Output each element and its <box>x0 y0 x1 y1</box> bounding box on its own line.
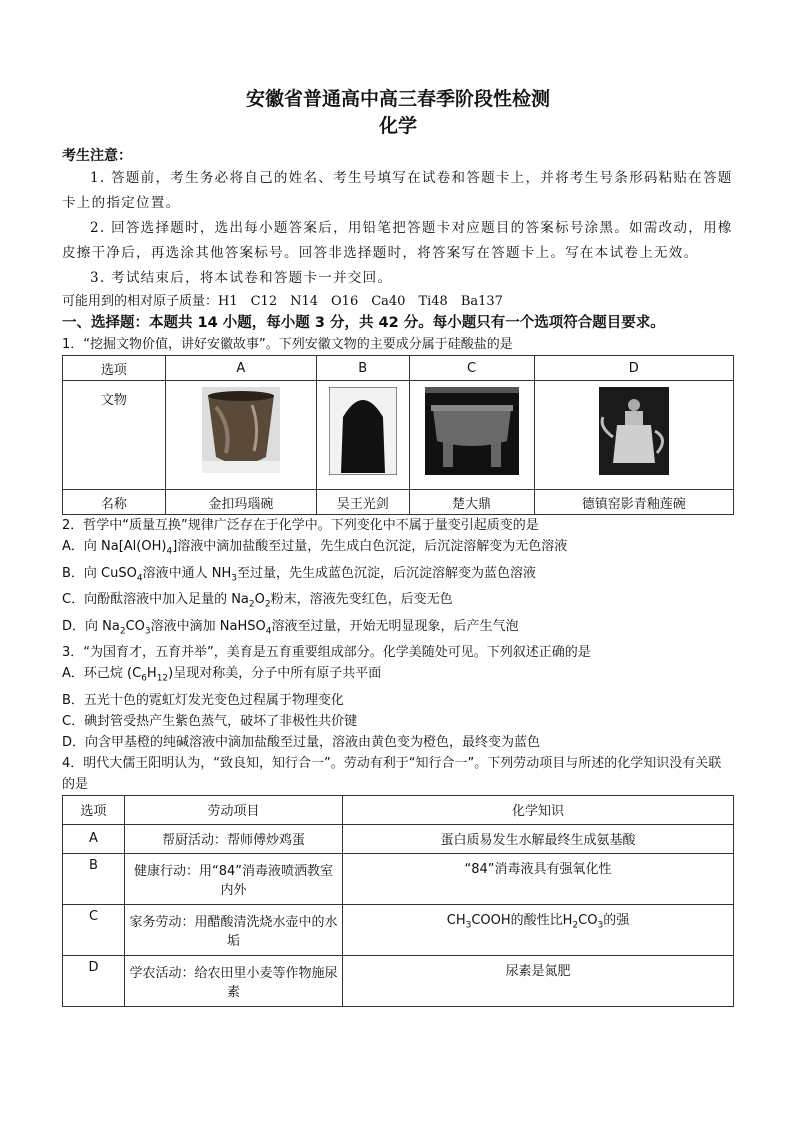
knowledge-cell: “84”消毒液具有强氧化性 <box>343 853 734 904</box>
table-header-cell: B <box>316 356 409 381</box>
subject-title: 化学 <box>378 115 417 137</box>
table-header-cell: 选项 <box>63 795 125 824</box>
option-c: C．向酚酞溶液中加入足量的 $Na_2O_2$粉末，溶液先变红色，后变无色 <box>62 592 453 610</box>
option-a: A．环己烷 $(C_6H_{12})$呈现对称美，分子中所有原子共平面 <box>62 666 382 684</box>
option-b: B．五光十色的霓虹灯发光变色过程属于物理变化 <box>62 692 344 708</box>
sword-image <box>329 387 397 475</box>
artifact-name: 吴王光剑 <box>316 490 409 515</box>
artifact-cell-a <box>165 381 316 490</box>
question-4-stem: 4．明代大儒王阳明认为，“致良知，知行合一”。劳动有利于“知行合一”。下列劳动项目与所述的化学知识没有关联的是 <box>62 755 722 792</box>
project-cell: 帮厨活动：帮师傅炒鸡蛋 <box>125 824 343 853</box>
artifact-name: 金扣玛瑙碗 <box>165 490 316 515</box>
notice-item: 1. 答题前，考生务必将自己的姓名、考生号填写在试卷和答题卡上，并将考生号条形码粘贴在答题卡上的指定位置。 <box>62 170 733 211</box>
table-header-cell: D <box>534 356 734 381</box>
option-cell: A <box>63 824 125 853</box>
page-title: 安徽省普通高中高三春季阶段性检测 <box>245 88 550 110</box>
option-c: C．碘封管受热产生紫色蒸气，破坏了非极性共价键 <box>62 713 358 729</box>
table-header-cell: 化学知识 <box>343 795 734 824</box>
question-3-stem: 3．“为国育才，五育并举”，美育是五育重要组成部分。化学美随处可见。下列叙述正确的是 <box>62 645 591 661</box>
exam-page <box>62 86 734 1007</box>
table-row <box>63 904 734 955</box>
option-d: D．向含甲基橙的纯碱溶液中滴加盐酸至过量，溶液由黄色变为橙色，最终变为蓝色 <box>62 734 541 750</box>
knowledge-cell: $CH_3COOH$的酸性比$H_2CO_3$的强 <box>343 904 734 955</box>
section-heading: 一、选择题：本题共 14 小题，每小题 3 分，共 42 分。每小题只有一个选项符合题目要求。 <box>62 315 665 331</box>
artifact-name: 德镇窑影青釉莲碗 <box>534 490 734 515</box>
notice-heading: 考生注意： <box>62 148 132 164</box>
row-label: 文物 <box>63 381 166 490</box>
row-label: 名称 <box>63 490 166 515</box>
artifact-cell-b <box>316 381 409 490</box>
table-row <box>63 824 734 853</box>
artifact-name: 楚大鼎 <box>409 490 534 515</box>
project-cell: 家务劳动：用醋酸清洗烧水壶中的水垢 <box>125 904 343 955</box>
table-header-cell: 选项 <box>63 356 166 381</box>
table-header-cell: C <box>409 356 534 381</box>
table-header-cell: A <box>165 356 316 381</box>
artifact-cell-d <box>534 381 734 490</box>
project-cell: 健康行动：用“84”消毒液喷洒教室内外 <box>125 853 343 904</box>
table-row <box>63 853 734 904</box>
question-1-stem: 1．“挖掘文物价值，讲好安徽故事”。下列安徽文物的主要成分属于硅酸盐的是 <box>62 337 513 352</box>
agate-bowl-image <box>202 387 280 473</box>
option-cell: C <box>63 904 125 955</box>
option-cell: B <box>63 853 125 904</box>
option-d: D．向 $Na_2CO_3$溶液中滴加 NaHSO$_4$溶液至过量，开始无明显现象，后产生气泡 <box>62 618 519 637</box>
option-a: A．向 $Na[Al(OH)_4]$溶液中滴加盐酸至过量，先生成白色沉淀，后沉淀溶解变为无色溶液 <box>62 539 568 557</box>
porcelain-ewer-image <box>599 387 669 475</box>
notice-item: 3. 考试结束后，将本试卷和答题卡一并交回。 <box>90 270 393 286</box>
table-row <box>63 955 734 1006</box>
artifact-cell-c <box>409 381 534 490</box>
option-b: B．向 CuSO$_4$溶液中通人 $NH_3$至过量，先生成蓝色沉淀，后沉淀溶解变为蓝色溶液 <box>62 565 536 584</box>
question-2-stem: 2．哲学中“质量互换”规律广泛存在于化学中。下列变化中不属于量变引起质变的是 <box>62 518 539 533</box>
option-cell: D <box>63 955 125 1006</box>
table-header-cell: 劳动项目 <box>125 795 343 824</box>
knowledge-cell: 尿素是氮肥 <box>343 955 734 1006</box>
question-1-table <box>62 355 734 515</box>
project-cell: 学农活动：给农田里小麦等作物施尿素 <box>125 955 343 1006</box>
notice-item: 2. 回答选择题时，选出每小题答案后，用铅笔把答题卡对应题目的答案标号涂黑。如需改动，用橡皮擦干净后，再选涂其他答案标号。回答非选择题时，将答案写在答题卡上。写在本试卷上无效。 <box>62 220 733 261</box>
question-4-table <box>62 795 734 1007</box>
ding-vessel-image <box>425 387 519 475</box>
atomic-masses: 可能用到的相对原子质量：H1 C12 N14 O16 Ca40 Ti48 Ba137 <box>62 294 503 309</box>
knowledge-cell: 蛋白质易发生水解最终生成氨基酸 <box>343 824 734 853</box>
